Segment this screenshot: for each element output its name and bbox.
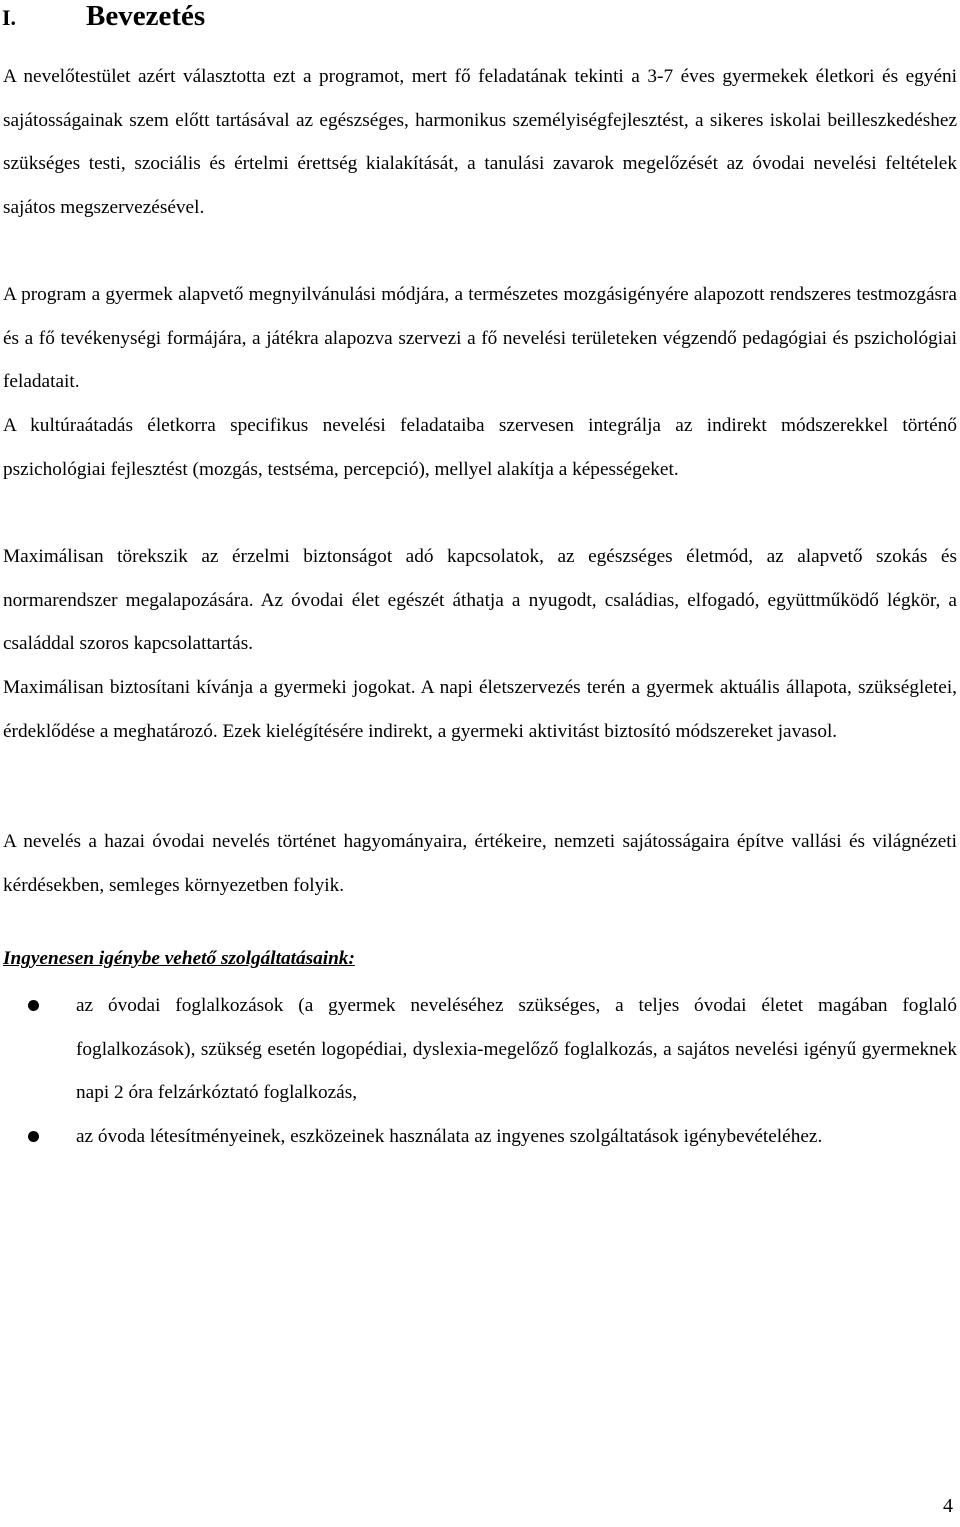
- paragraph-childrens-rights: Maximálisan biztosítani kívánja a gyermeki jogokat. A napi életszervezés terén a gyermek aktuális állapota, szükségletei, érdeklődése a meghatározó. Ezek kielégítésére indirekt, a gyermeki aktivitást biztosító módszereket javasol.: [3, 677, 957, 742]
- page-number: 4: [943, 1495, 953, 1517]
- services-list: [0, 984, 960, 1158]
- bullet-icon: [28, 1000, 39, 1011]
- section-title: Bevezetés: [86, 0, 206, 32]
- section-heading: [2, 0, 205, 38]
- list-item: [0, 1115, 957, 1159]
- paragraph-national-traditions: A nevelés a hazai óvodai nevelés történet hagyományaira, értékeire, nemzeti sajátosságaira építve vallási és világnézeti kérdésekben, semleges környezetben folyik.: [3, 831, 957, 896]
- list-item-text: az óvoda létesítményeinek, eszközeinek használata az ingyenes szolgáltatások igénybevételéhez.: [76, 1125, 823, 1147]
- paragraph-program-choice: A nevelőtestület azért választotta ezt a programot, mert fő feladatának tekinti a 3-7 éves gyermekek életkori és egyéni sajátosságainak szem előtt tartásával az egészséges, harmonikus személyiségfejlesztést, a sikeres iskolai beilleszkedéshez szükséges testi, szociális és értelmi érettség kialakítását, a tanulási zavarok megelőzését az óvodai nevelési feltételek sajátos megszervezésével.: [3, 66, 957, 218]
- list-item: [0, 984, 957, 1115]
- paragraph-culture-transfer: A kultúraátadás életkorra specifikus nevelési feladataiba szervesen integrálja az indirekt módszerekkel történő pszichológiai fejlesztést (mozgás, testséma, percepció), mellyel alakítja a képességeket.: [3, 415, 957, 480]
- services-heading: Ingyenesen igénybe vehető szolgáltatásaink:: [3, 948, 355, 969]
- list-item-text: az óvodai foglalkozások (a gyermek neveléséhez szükséges, a teljes óvodai életet magában foglaló foglalkozások), szükség esetén logopédiai, dyslexia-megelőző foglalkozás, a sajátos nevelési igényű gyermeknek napi 2 óra felzárkóztató foglalkozás,: [76, 995, 957, 1104]
- paragraph-emotional-security: Maximálisan törekszik az érzelmi biztonságot adó kapcsolatok, az egészséges életmód, az alapvető szokás és normarendszer megalapozására. Az óvodai élet egészét áthatja a nyugodt, családias, elfogadó, együttműködő légkör, a családdal szoros kapcsolattartás.: [3, 546, 957, 655]
- paragraph-program-basis: A program a gyermek alapvető megnyilvánulási módjára, a természetes mozgásigényére alapozott rendszeres testmozgásra és a fő tevékenységi formájára, a játékra alapozva szervezi a fő nevelési területeken végzendő pedagógiai és pszichológiai feladatait.: [3, 284, 957, 393]
- section-number: I.: [2, 5, 17, 30]
- bullet-icon: [28, 1131, 39, 1142]
